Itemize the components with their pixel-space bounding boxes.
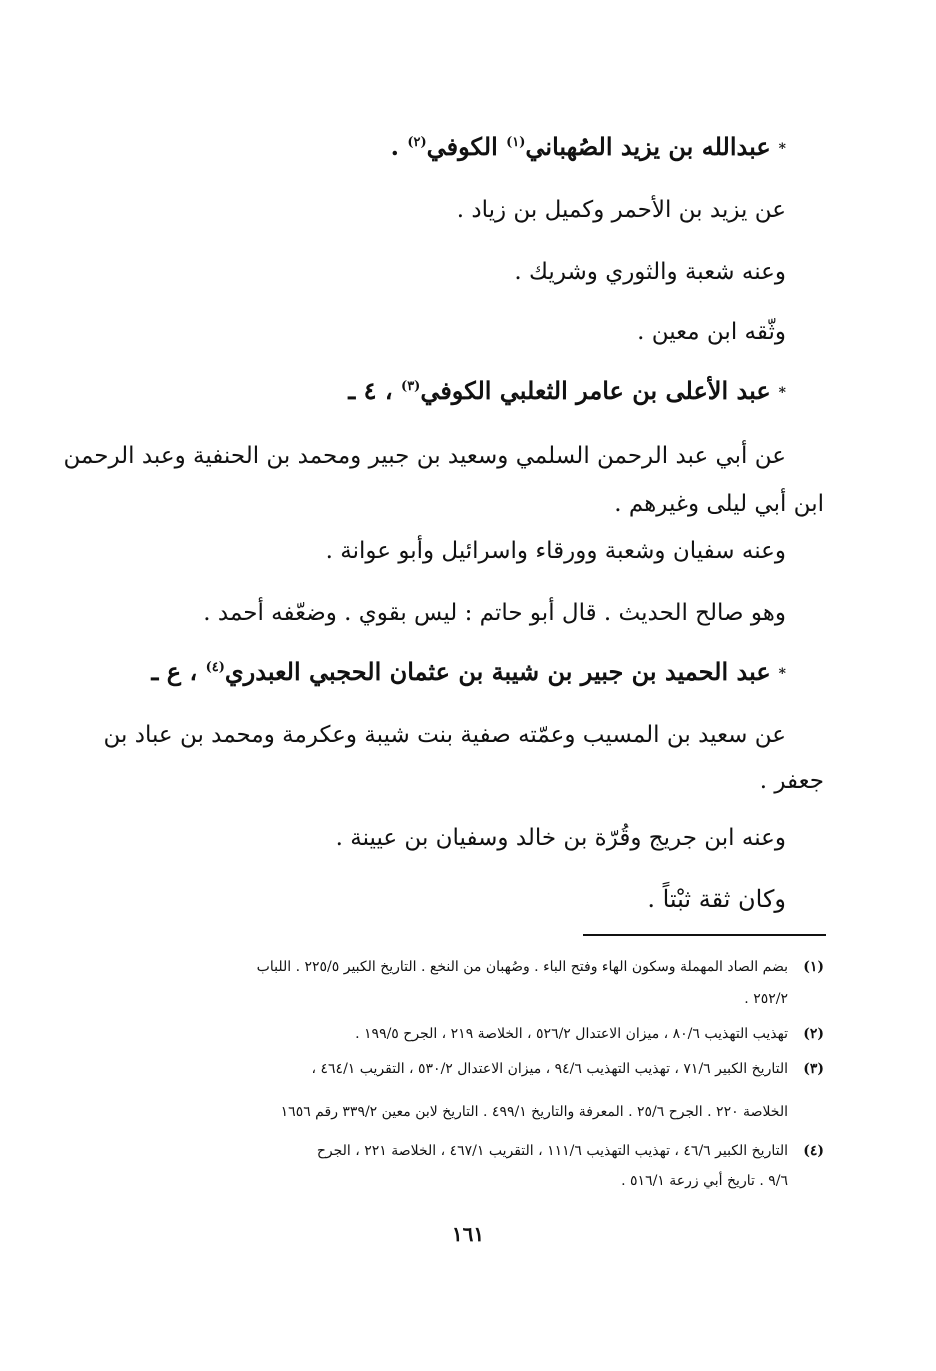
footnote-ref[interactable]: (٢)	[407, 135, 427, 150]
body-line: ابن أبي ليلى وغيرهم .	[614, 491, 824, 517]
body-line: وثّقه ابن معين .	[637, 319, 786, 345]
entry-tail: ، ٤ ـ	[348, 376, 402, 405]
footnote-text: التاريخ الكبير ٧١/٦ ، تهذيب التهذيب ٩٤/٦ ، ميزان الاعتدال ٥٣٠/٢ ، التقريب ٤٦٤/١ ،	[311, 1061, 788, 1077]
footnote-number: (١)	[803, 959, 824, 975]
entry-tail: ، ع ـ	[151, 657, 206, 686]
entry-heading	[151, 657, 786, 689]
entry-name: عبدالله بن يزيد الصُهباني	[525, 132, 771, 161]
body-line: وهو صالح الحديث . قال أبو حاتم : ليس بقوي . وضعّفه أحمد .	[203, 600, 786, 626]
body-line: جعفر .	[759, 768, 824, 794]
body-line: عن يزيد بن الأحمر وكميل بن زياد .	[456, 197, 786, 223]
entry-nisba: الكوفي	[426, 132, 507, 161]
entry-marker: *	[778, 140, 786, 157]
footnote-text: ٩/٦ . تاريخ أبي زرعة ٥١٦/١ .	[621, 1173, 788, 1189]
footnote-ref[interactable]: (٣)	[401, 379, 421, 394]
entry-tail: .	[390, 132, 408, 161]
footnote-text: بضم الصاد المهملة وسكون الهاء وفتح الباء . وصُهبان من النخع . التاريخ الكبير ٢٢٥/٥ . اللباب	[256, 959, 788, 975]
footnote-text: ٢٥٢/٢ .	[744, 991, 788, 1007]
footnote	[144, 1025, 824, 1043]
footnote	[144, 1142, 824, 1160]
entry-marker: *	[778, 384, 786, 401]
page-number: ١٦١	[451, 1222, 485, 1246]
entry-heading	[348, 376, 786, 408]
footnote-text: تهذيب التهذيب ٨٠/٦ ، ميزان الاعتدال ٥٢٦/٢ ، الخلاصة ٢١٩ ، الجرح ١٩٩/٥ .	[355, 1026, 788, 1042]
body-line: وكان ثقة ثبْتاً .	[647, 885, 786, 913]
entry-name: عبد الحميد بن جبير بن شيبة بن عثمان الحجبي العبدري	[224, 657, 771, 686]
footnote-ref[interactable]: (١)	[506, 135, 526, 150]
body-line: وعنه ابن جريج وقُرّة بن خالد وسفيان بن عيينة .	[335, 825, 786, 851]
footnote	[144, 958, 824, 976]
footnote-text: التاريخ الكبير ٤٦/٦ ، تهذيب التهذيب ١١١/٦ ، التقريب ٤٦٧/١ ، الخلاصة ٢٢١ ، الجرح	[316, 1143, 788, 1159]
body-line: عن سعيد بن المسيب وعمّته صفية بنت شيبة وعكرمة ومحمد بن عباد بن	[103, 722, 786, 748]
footnote-number: (٤)	[803, 1143, 824, 1159]
footnote-separator	[583, 934, 826, 936]
entry-name: عبد الأعلى بن عامر الثعلبي الكوفي	[420, 376, 771, 405]
footnote-number: (٣)	[803, 1061, 824, 1077]
body-line: وعنه سفيان وشعبة وورقاء واسرائيل وأبو عوانة .	[325, 538, 786, 564]
footnote	[144, 1060, 824, 1078]
footnote-text: الخلاصة ٢٢٠ . الجرح ٢٥/٦ . المعرفة والتاريخ ٤٩٩/١ . التاريخ لابن معين ٣٣٩/٢ رقم ١٦٥٦	[280, 1104, 788, 1120]
entry-heading	[391, 132, 786, 164]
footnote-ref[interactable]: (٤)	[205, 660, 225, 675]
entry-marker: *	[778, 665, 786, 682]
body-line: عن أبي عبد الرحمن السلمي وسعيد بن جبير ومحمد بن الحنفية وعبد الرحمن	[63, 443, 786, 469]
body-line: وعنه شعبة والثوري وشريك .	[514, 259, 786, 285]
footnote-number: (٢)	[803, 1026, 824, 1042]
